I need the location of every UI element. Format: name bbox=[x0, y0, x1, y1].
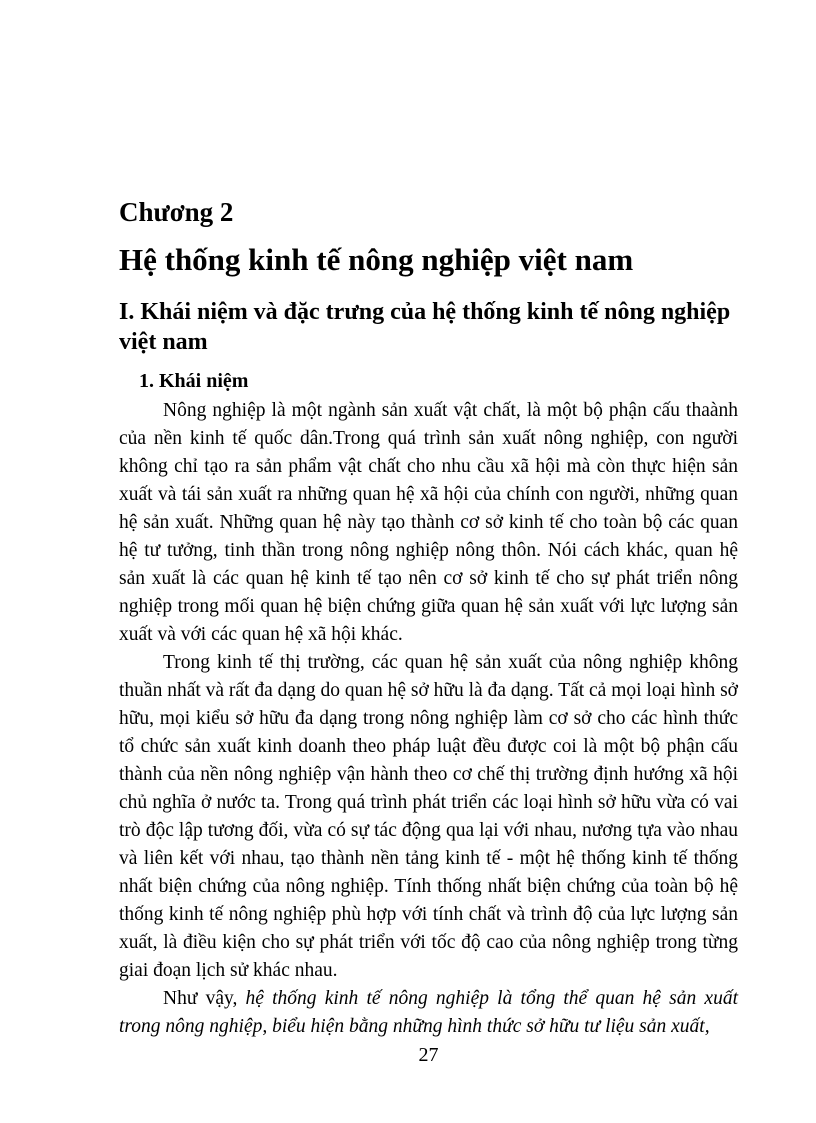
section-heading: I. Khái niệm và đặc trưng của hệ thống kinh tế nông nghiệp việt nam bbox=[119, 299, 731, 355]
text-block bbox=[119, 0, 738, 1067]
page-number: 27 bbox=[418, 1044, 439, 1066]
subsection-heading: 1. Khái niệm bbox=[139, 370, 249, 392]
paragraph-khai-niem-2: Trong kinh tế thị trường, các quan hệ sản xuất của nông nghiệp không thuần nhất và rất đa dạng do quan hệ sở hữu là đa dạng. Tất cả mọi loại hình sở hữu, mọi kiểu sở hữu đa dạng trong nông nghiệp làm cơ sở cho các hình thức tổ chức sản xuất kinh doanh theo pháp luật đều được coi là một bộ phận cấu thành của nền nông nghiệp vận hành theo cơ chế thị trường định hướng xã hội chủ nghĩa ở nước ta. Trong quá trình phát triển các loại hình sở hữu vừa có vai trò độc lập tương đối, vừa có sự tác động qua lại với nhau, nương tựa vào nhau và liên kết với nhau, tạo thành nền tảng kinh tế - một hệ thống kinh tế thống nhất biện chứng của nông nghiệp. Tính thống nhất biện chứng của toàn bộ hệ thống kinh tế nông nghiệp phù hợp với tính chất và trình độ của lực lượng sản xuất, là điều kiện cho sự phát triển với tốc độ cao của nông nghiệp trong từng giai đoạn lịch sử khác nhau. bbox=[119, 652, 738, 981]
paragraph-3-definition-italic: hệ thống kinh tế nông nghiệp là tổng thể quan hệ sản xuất trong nông nghiệp, biểu hiện bằng những hình thức sở hữu tư liệu sản xuất, bbox=[119, 988, 738, 1037]
paragraph-khai-niem-1: Nông nghiệp là một ngành sản xuất vật chất, là một bộ phận cấu thaành của nền kinh tế quốc dân.Trong quá trình sản xuất nông nghiệp, con người không chỉ tạo ra sản phẩm vật chất cho nhu cầu xã hội mà còn thực hiện sản xuất và tái sản xuất ra những quan hệ xã hội của chính con người, những quan hệ sản xuất. Những quan hệ này tạo thành cơ sở kinh tế cho toàn bộ các quan hệ tư tưởng, tinh thần trong nông nghiệp nông thôn. Nói cách khác, quan hệ sản xuất là các quan hệ kinh tế tạo nên cơ sở kinh tế cho sự phát triển nông nghiệp trong mối quan hệ biện chứng giữa quan hệ sản xuất với lực lượng sản xuất và với các quan hệ xã hội khác. bbox=[119, 400, 738, 645]
paragraph-khai-niem-3 bbox=[119, 985, 738, 1041]
chapter-label: Chương 2 bbox=[119, 197, 234, 227]
paragraph-3-intro: Như vậy, bbox=[163, 988, 246, 1009]
chapter-title: Hệ thống kinh tế nông nghiệp việt nam bbox=[119, 242, 634, 277]
